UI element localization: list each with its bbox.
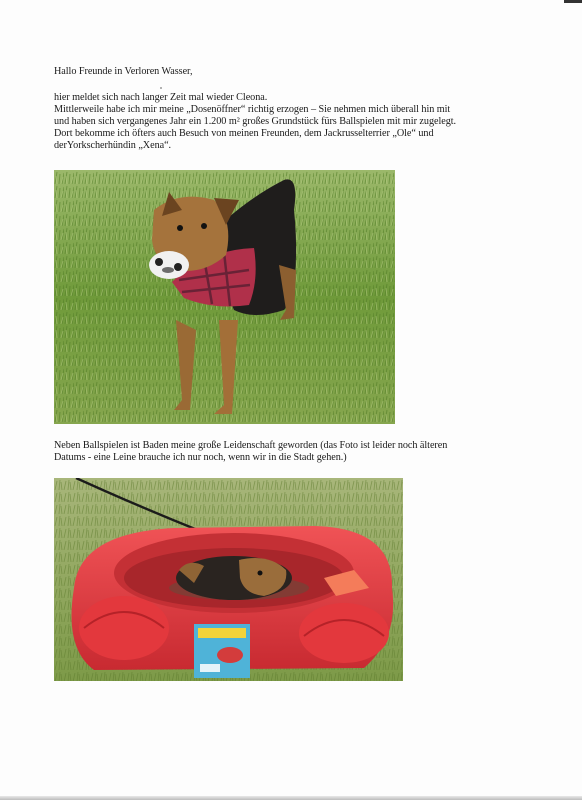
paragraph-1-line: derYorkscherhündin „Xena“. [54,140,172,151]
paragraph-1-line: Dort bekomme ich öfters auch Besuch von meinen Freunden, dem Jackrusselterrier „Ole“ und [54,128,434,139]
paragraph-2-line: Datums - eine Leine brauche ich nur noch, wenn wir in die Stadt gehen.) [54,452,347,463]
scan-edge-mark [564,0,582,3]
paragraph-2-line: Neben Ballspielen ist Baden meine große Leidenschaft geworden (das Foto ist leider noch älteren [54,440,448,451]
scan-bottom-edge [0,796,582,800]
dog-in-pool-photo [54,478,403,681]
dog-with-toy-photo [54,170,395,424]
photo-1-illustration [54,170,395,424]
photo-2-illustration [54,478,403,681]
paragraph-1-line: Mittlerweile habe ich mir meine „Dosenöffner“ richtig erzogen – Sie nehmen mich überall hin mit [54,104,451,115]
paragraph-1-line: hier meldet sich nach langer Zeit mal wieder Cleona. [54,92,268,103]
letter-greeting: Hallo Freunde in Verloren Wasser, [54,66,193,77]
paragraph-1-line: und haben sich vergangenes Jahr ein 1.200 m² großes Grundstück fürs Ballspielen mit mir zugelegt. [54,116,457,127]
scan-speck [160,87,162,89]
